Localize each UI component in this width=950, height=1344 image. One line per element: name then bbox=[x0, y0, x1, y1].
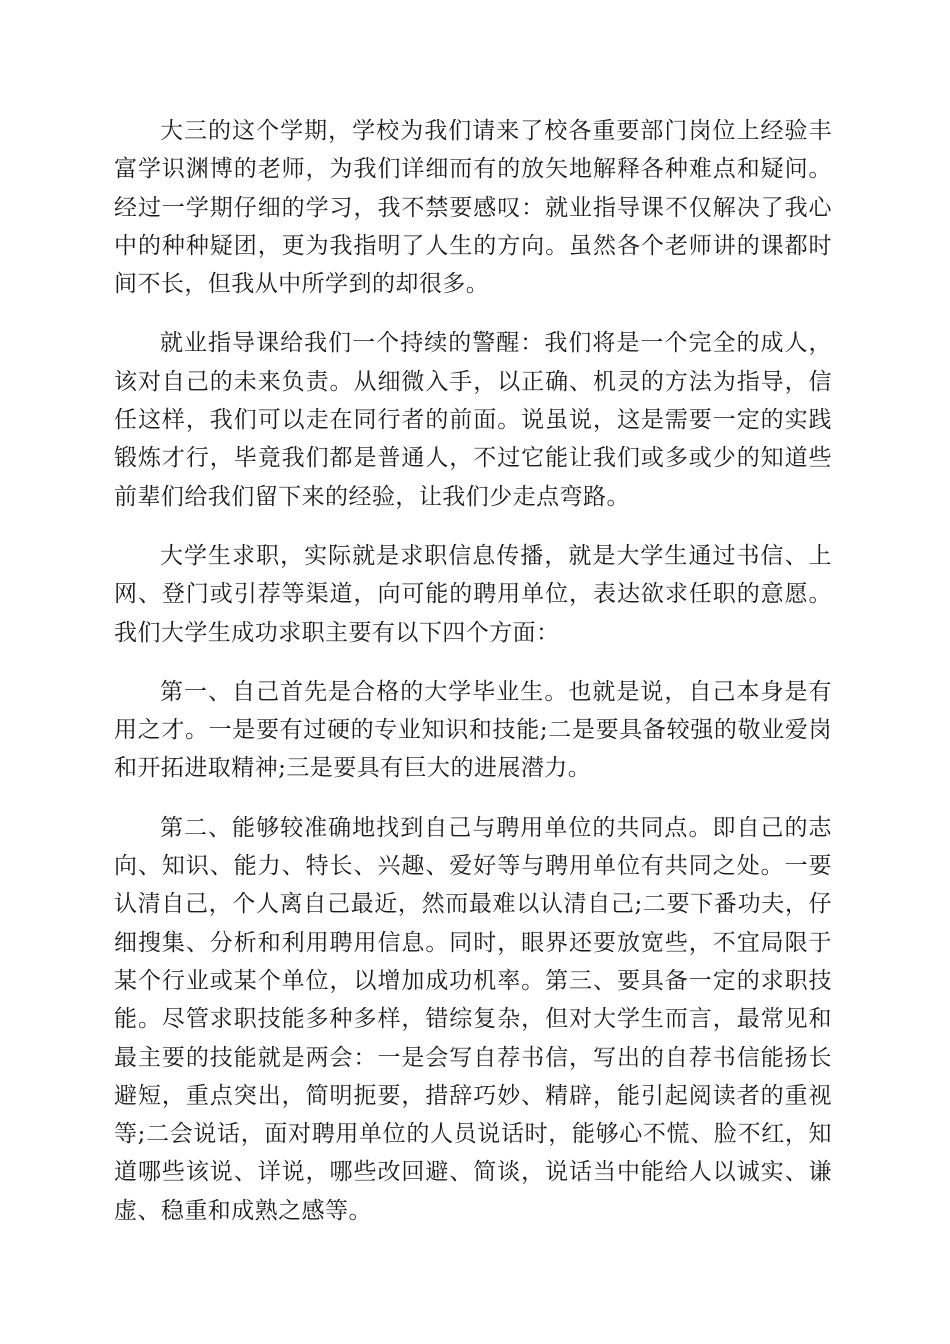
paragraph-5: 第二、能够较准确地找到自己与聘用单位的共同点。即自己的志向、知识、能力、特长、兴趣、爱好等与聘用单位有共同之处。一要认清自己，个人离自己最近，然而最难以认清自己;二要下番功夫，仔细搜集、分析和利用聘用信息。同时，眼界还要放宽些，不宜局限于某个行业或某个单位，以增加成功机率。第三、要具备一定的求职技能。尽管求职技能多种多样，错综复杂，但对大学生而言，最常见和最主要的技能就是两会：一是会写自荐书信，写出的自荐书信能扬长避短，重点突出，简明扼要，措辞巧妙、精辟，能引起阅读者的重视等;二会说话，面对聘用单位的人员说话时，能够心不慌、脸不红，知道哪些该说、详说，哪些改回避、简谈，说话当中能给人以诚实、谦虚、稳重和成熟之感等。 bbox=[114, 814, 832, 1224]
paragraph-2: 就业指导课给我们一个持续的警醒：我们将是一个完全的成人，该对自己的未来负责。从细微入手，以正确、机灵的方法为指导，信任这样，我们可以走在同行者的前面。说虽说，这是需要一定的实践锻炼才行，毕竟我们都是普通人，不过它能让我们或多或少的知道些前辈们给我们留下来的经验，让我们少走点弯路。 bbox=[114, 330, 832, 510]
paragraph-3: 大学生求职，实际就是求职信息传播，就是大学生通过书信、上网、登门或引荐等渠道，向可能的聘用单位，表达欲求任职的意愿。我们大学生成功求职主要有以下四个方面： bbox=[114, 542, 832, 646]
paragraph-1: 大三的这个学期，学校为我们请来了校各重要部门岗位上经验丰富学识渊博的老师，为我们详细而有的放矢地解释各种难点和疑问。经过一学期仔细的学习，我不禁要感叹：就业指导课不仅解决了我心中的种种疑团，更为我指明了人生的方向。虽然各个老师讲的课都时间不长，但我从中所学到的却很多。 bbox=[114, 118, 832, 298]
paragraph-4: 第一、自己首先是合格的大学毕业生。也就是说，自己本身是有用之才。一是要有过硬的专业知识和技能;二是要具备较强的敬业爱岗和开拓进取精神;三是要具有巨大的进展潜力。 bbox=[114, 678, 832, 782]
document-body bbox=[114, 112, 832, 1251]
